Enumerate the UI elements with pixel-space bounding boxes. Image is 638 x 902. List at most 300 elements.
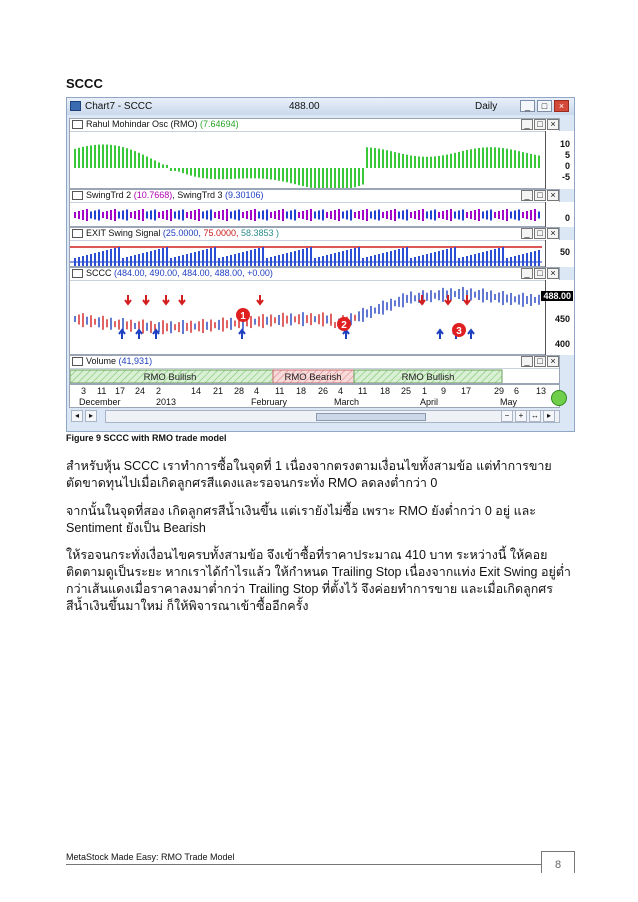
rmo-bar [218, 168, 220, 179]
swing-bar [90, 212, 92, 219]
swing-bar [510, 212, 512, 219]
rmo-bar [534, 155, 536, 168]
exit-bar [122, 258, 124, 266]
rmo-bar [242, 168, 244, 178]
last-price-box: 488.00 [543, 291, 571, 301]
exit-bar [290, 252, 292, 266]
swing-bar [178, 211, 180, 220]
swing-bar [170, 209, 172, 221]
exit-bar [110, 249, 112, 266]
swing-bar [286, 212, 288, 219]
exit-bar [454, 247, 456, 266]
swing-bar [102, 212, 104, 218]
swing-bar [174, 212, 176, 219]
exit-bar [302, 249, 304, 266]
exit-value-3: 58.3853 ) [241, 228, 280, 238]
rmo-bar [506, 149, 508, 168]
exit-bar [458, 258, 460, 266]
exit-bar [506, 258, 508, 266]
exit-bar [394, 250, 396, 266]
exit-bar [322, 256, 324, 266]
swing-bar [262, 211, 264, 220]
rmo-bar [78, 148, 80, 168]
day-tick: 17 [461, 386, 472, 396]
marker-label: 2 [341, 320, 347, 331]
rmo-bar [314, 168, 316, 189]
sell-arrow [419, 295, 425, 304]
price-checkbox[interactable] [72, 269, 83, 278]
volume-pane[interactable] [69, 355, 560, 384]
marker-3 [452, 323, 466, 337]
rmo-bar [470, 149, 472, 168]
swing-bar [218, 211, 220, 219]
exit-bar [170, 258, 172, 266]
swing-bar [162, 211, 164, 219]
rmo-bar [158, 162, 160, 168]
rmo-bar [274, 168, 276, 180]
exit-bar [318, 257, 320, 266]
exit-bar [478, 253, 480, 266]
swing-bar [530, 210, 532, 220]
swing-bar [486, 211, 488, 220]
exit-bar [94, 253, 96, 266]
exit-bar [158, 249, 160, 266]
scroll-right-icon[interactable]: ▸ [85, 410, 97, 422]
rmo-bar [130, 150, 132, 168]
swing-bar [290, 211, 292, 220]
rmo-tick: 10 [559, 139, 570, 149]
exit-bar [226, 256, 228, 266]
swing-bar [270, 212, 272, 218]
rmo-bar [302, 168, 304, 186]
rmo-bar [402, 154, 404, 168]
swing-bar [526, 211, 528, 219]
day-tick: 11 [97, 386, 107, 396]
exit-bar [222, 257, 224, 266]
swing-bar [114, 209, 116, 221]
rmo-bar [438, 156, 440, 168]
fit-icon[interactable]: ↔ [531, 411, 539, 420]
rmo-bar [278, 168, 280, 181]
swing-bar [366, 209, 368, 221]
sell-arrow [143, 295, 149, 304]
buy-arrow [136, 330, 142, 339]
swing-bar [234, 211, 236, 220]
swing-name-2: SwingTrd 3 [177, 190, 223, 200]
swing-bar [106, 211, 108, 219]
swing-bar [282, 209, 284, 221]
swing-bar [534, 209, 536, 221]
rmo-bar [118, 146, 120, 168]
rmo-bar [310, 168, 312, 188]
exit-bar [390, 251, 392, 266]
period-label[interactable]: Daily [475, 101, 498, 112]
swing-bar [82, 210, 84, 220]
swing-bar [294, 210, 296, 221]
swing-bar [350, 210, 352, 221]
exit-bar [190, 253, 192, 266]
exit-title: EXIT Swing Signal [86, 228, 161, 238]
exit-scale [545, 240, 574, 267]
exit-bar [482, 252, 484, 266]
rmo-bar [110, 145, 112, 168]
buy-arrow [437, 330, 443, 339]
swing-bar [410, 212, 412, 218]
rmo-bar [346, 168, 348, 189]
rmo-bar [538, 155, 540, 168]
exit-bar [538, 250, 540, 266]
exit-bar [338, 252, 340, 266]
exit-bar [178, 256, 180, 266]
rmo-bar [94, 145, 96, 168]
swing-bar [94, 211, 96, 220]
exit-bar [86, 255, 88, 266]
swing-bar [398, 212, 400, 219]
swing-bar [326, 212, 328, 218]
rmo-bar [442, 155, 444, 168]
swing-bar [418, 210, 420, 220]
exit-bar [410, 258, 412, 266]
rmo-bar [82, 147, 84, 168]
rmo-bar [258, 168, 260, 178]
rmo-bar [378, 149, 380, 168]
exit-bar [138, 254, 140, 266]
rmo-bar [366, 147, 368, 168]
scroll-end-icon[interactable]: ▸ [543, 410, 555, 422]
pane-max-button[interactable]: □ [534, 268, 546, 279]
swing-bar [494, 212, 496, 218]
rmo-bar [414, 156, 416, 168]
rmo-bar [374, 148, 376, 168]
close-button[interactable]: × [554, 100, 569, 112]
swing-bar [166, 210, 168, 220]
rmo-bar [246, 168, 248, 178]
pane-max-button[interactable]: □ [534, 119, 546, 130]
rmo-bar [122, 147, 124, 168]
window-title: Chart7 - SCCC [85, 101, 153, 112]
pane-min-button[interactable]: _ [521, 268, 533, 279]
swing-bar [190, 211, 192, 219]
swing-bar [406, 210, 408, 221]
swing-bar [298, 212, 300, 218]
exit-bar [298, 250, 300, 266]
title-bar[interactable] [67, 98, 574, 115]
pane-max-button[interactable]: □ [534, 228, 546, 239]
rmo-bar [434, 156, 436, 168]
sentiment-bands [70, 369, 542, 384]
exit-bar [214, 247, 216, 266]
swing-bar [126, 210, 128, 221]
rmo-bar [466, 150, 468, 168]
swing-bar [98, 210, 100, 221]
exit-checkbox[interactable] [72, 229, 83, 238]
exit-bar [518, 255, 520, 266]
rmo-bar [510, 149, 512, 168]
exit-bar [206, 249, 208, 266]
swing-bar [254, 209, 256, 221]
swing-bar [318, 211, 320, 220]
rmo-pane-header [70, 119, 559, 132]
swing-bar [522, 212, 524, 218]
price-title: SCCC [86, 268, 112, 278]
pane-max-button[interactable]: □ [534, 356, 546, 367]
rmo-bar [454, 153, 456, 168]
exit-bar [490, 250, 492, 266]
swing-bar [346, 211, 348, 220]
exit-bar [402, 248, 404, 266]
exit-bar [522, 254, 524, 266]
swing-bar [342, 212, 344, 219]
exit-bar [306, 248, 308, 266]
exit-bar [82, 256, 84, 266]
scrollbar-thumb[interactable] [316, 413, 426, 421]
pane-min-button[interactable]: _ [521, 228, 533, 239]
swing-bar [214, 212, 216, 218]
exit-value-1: (25.0000, [162, 228, 201, 238]
swing-bar [242, 212, 244, 218]
exit-bar [382, 253, 384, 266]
exit-bar [102, 251, 104, 266]
day-tick: 29 [494, 386, 505, 396]
volume-value: (41,931) [118, 356, 153, 366]
rmo-bar [502, 148, 504, 168]
swing-bar [470, 211, 472, 219]
paragraph: จากนั้นในจุดที่สอง เกิดลูกศรสีน้ำเงินขึ้น แต่เรายังไม่ซื้อ เพราะ RMO ยังต่ำกว่า 0 อยู่ และ Sentiment ยังเป็น Bearish [66, 504, 537, 535]
swing-bar [74, 212, 76, 218]
exit-bar [106, 250, 108, 266]
exit-bar [426, 254, 428, 266]
swing-bar [258, 212, 260, 219]
exit-bar [270, 257, 272, 266]
swing-bar [278, 210, 280, 220]
swing-bar [226, 209, 228, 221]
rmo-bar [138, 153, 140, 168]
exit-bar [498, 248, 500, 266]
rmo-bar [522, 152, 524, 168]
zoom-out-icon[interactable]: − [501, 410, 513, 422]
swing-checkbox[interactable] [72, 191, 83, 200]
rmo-bar [186, 168, 188, 174]
swing-bar [154, 210, 156, 221]
price-pane[interactable] [69, 267, 560, 355]
rmo-bar [154, 160, 156, 168]
exit-bar [530, 252, 532, 266]
swing-bar [514, 211, 516, 220]
pane-max-button[interactable]: □ [534, 190, 546, 201]
rmo-title: Rahul Mohindar Osc (RMO) [86, 119, 198, 129]
rmo-pane[interactable] [69, 118, 560, 189]
paragraph: ให้รอจนกระทั่งเงื่อนไขครบทั้งสามข้อ จึงเข้าซื้อที่ราคาประมาณ 410 บาท ระหว่างนี้ ให้คอยติดตามดูเป็นระยะ หากเราได้กำไรแล้ว ให้กำหนด Trailing Stop เนื่องจากแท่ง Exit Swing อยู่ต่ำกว่าเส้นแดงเมื่อราคาลงมาต่ำกว่า Trailing Stop ที่ตั้งไว้ จึงค่อยทำการขาย และเมื่อเกิดลูกศรสีน้ำเงินขึ้นมาใหม่ ก็ให้พิจารณาเข้าซื้ออีกครั้ง [66, 548, 571, 613]
swing-bar [358, 211, 360, 219]
rmo-bar [150, 158, 152, 168]
swing-pane[interactable] [69, 189, 560, 227]
chart-window[interactable] [66, 97, 575, 432]
exit-pane-header [70, 228, 559, 241]
rmo-tick: -5 [561, 172, 570, 182]
sell-arrow [445, 295, 451, 304]
exit-bar [154, 250, 156, 266]
pane-min-button[interactable]: _ [521, 356, 533, 367]
exit-bar [286, 253, 288, 266]
day-tick: 18 [296, 386, 307, 396]
horizontal-scrollbar[interactable] [105, 410, 560, 423]
swing-bar [222, 210, 224, 220]
rmo-bar [530, 154, 532, 168]
swing-bar [322, 210, 324, 221]
pane-min-button[interactable]: _ [521, 119, 533, 130]
swing-bar [462, 210, 464, 221]
rmo-bar [430, 157, 432, 168]
swing-bar [250, 210, 252, 220]
volume-checkbox[interactable] [72, 357, 83, 366]
rmo-bar [382, 149, 384, 168]
day-tick: 3 [81, 386, 87, 396]
rmo-bar [486, 147, 488, 168]
exit-bar [470, 255, 472, 266]
swing-tick: 0 [564, 213, 570, 223]
exit-bar [294, 251, 296, 266]
price-values: (484.00, 490.00, 484.00, 488.00, +0.00) [114, 268, 273, 278]
swing-bar [394, 209, 396, 221]
buy-arrow [153, 330, 159, 339]
swing-bar [414, 211, 416, 219]
buy-arrow [239, 330, 245, 339]
rmo-bar [202, 168, 204, 178]
swing-bar [198, 209, 200, 221]
exit-bar [310, 247, 312, 266]
smiley-icon[interactable] [551, 390, 567, 406]
swing-bar [230, 212, 232, 219]
month-label: 2013 [156, 397, 177, 407]
sell-arrow [125, 295, 131, 304]
swing-bar [142, 209, 144, 221]
exit-bar [246, 251, 248, 266]
rmo-scale [545, 131, 574, 189]
exit-bar [282, 254, 284, 266]
exit-bar [254, 249, 256, 266]
figure-caption: Figure 9 SCCC with RMO trade model [66, 433, 227, 443]
rmo-histogram [70, 132, 542, 189]
rmo-bar [282, 168, 284, 181]
pane-close-button[interactable]: × [547, 228, 559, 239]
rmo-bar [266, 168, 268, 179]
exit-bar [342, 251, 344, 266]
exit-bar [514, 256, 516, 266]
rmo-bar [226, 168, 228, 179]
exit-bar [258, 248, 260, 266]
day-tick: 14 [191, 386, 202, 396]
swing-bar [194, 210, 196, 220]
swing-bar [498, 211, 500, 219]
exit-bar [230, 255, 232, 266]
swing-bar [118, 212, 120, 219]
exit-bar [118, 247, 120, 266]
rmo-checkbox[interactable] [72, 120, 83, 129]
exit-bar [326, 255, 328, 266]
exit-bar [74, 258, 76, 266]
swing-bar [438, 212, 440, 218]
rmo-bar [174, 168, 176, 171]
maximize-button[interactable]: □ [537, 100, 552, 112]
swing-bar [402, 211, 404, 220]
rmo-bar [386, 150, 388, 168]
exit-bar [474, 254, 476, 266]
exit-bar [150, 251, 152, 266]
exit-bar [90, 254, 92, 266]
swing-bar [138, 210, 140, 220]
swing-bar [430, 211, 432, 220]
rmo-bar [182, 168, 184, 173]
exit-bar [262, 247, 264, 266]
band-label: RMO Bullish [401, 372, 455, 383]
day-tick: 28 [234, 386, 245, 396]
rmo-bar [370, 148, 372, 168]
day-tick: 4 [338, 386, 344, 396]
swing-value-2: (9.30106) [224, 190, 264, 200]
exit-bar [446, 249, 448, 266]
day-tick: 9 [441, 386, 447, 396]
rmo-bar [426, 157, 428, 168]
swing-bar [302, 211, 304, 219]
swing-bar [206, 211, 208, 220]
exit-bar [218, 258, 220, 266]
exit-bar [126, 257, 128, 266]
rmo-bar [410, 155, 412, 168]
rmo-bar [494, 147, 496, 168]
rmo-bar [190, 168, 192, 176]
month-label: May [500, 397, 518, 407]
exit-pane[interactable] [69, 227, 560, 267]
rmo-bar [254, 168, 256, 178]
swing-bar [518, 210, 520, 221]
exit-bar [406, 247, 408, 266]
rmo-bar [462, 151, 464, 168]
pane-close-button[interactable]: × [547, 356, 559, 367]
zoom-in-icon[interactable]: + [515, 410, 527, 422]
rmo-bar [194, 168, 196, 177]
exit-bar [422, 255, 424, 266]
pane-close-button[interactable]: × [547, 268, 559, 279]
exit-bar [114, 248, 116, 266]
swing-bar [422, 209, 424, 221]
paragraph: สำหรับหุ้น SCCC เราทำการซื้อในจุดที่ 1 เนื่องจากตรงตามเงื่อนไขทั้งสามข้อ แต่ทำการขายตัดขาดทุนไปเมื่อเกิดลูกศรสีแดงและรอจนกระทั่ง RMO ลดลงต่ำกว่า 0 [66, 459, 552, 490]
rmo-bar [422, 157, 424, 168]
rmo-bar [306, 168, 308, 187]
exit-bar [182, 255, 184, 266]
minimize-button[interactable]: _ [520, 100, 535, 112]
swing-bar [202, 212, 204, 219]
rmo-bar [350, 168, 352, 188]
pane-min-button[interactable]: _ [521, 190, 533, 201]
pane-close-button[interactable]: × [547, 190, 559, 201]
day-tick: 17 [115, 386, 126, 396]
sell-arrow [464, 295, 470, 304]
exit-bar [202, 250, 204, 266]
rmo-bar [298, 168, 300, 185]
swing-pane-header [70, 190, 559, 203]
exit-bar [354, 248, 356, 266]
swing-bar [306, 210, 308, 220]
exit-bar [366, 257, 368, 266]
swing-bar [482, 212, 484, 219]
swing-bar [538, 212, 540, 219]
swing-bar [78, 211, 80, 219]
scroll-left-icon[interactable]: ◂ [71, 410, 83, 422]
rmo-value: (7.64694) [200, 119, 239, 129]
rmo-bar [358, 168, 360, 186]
pane-close-button[interactable]: × [547, 119, 559, 130]
rmo-bar [514, 150, 516, 168]
